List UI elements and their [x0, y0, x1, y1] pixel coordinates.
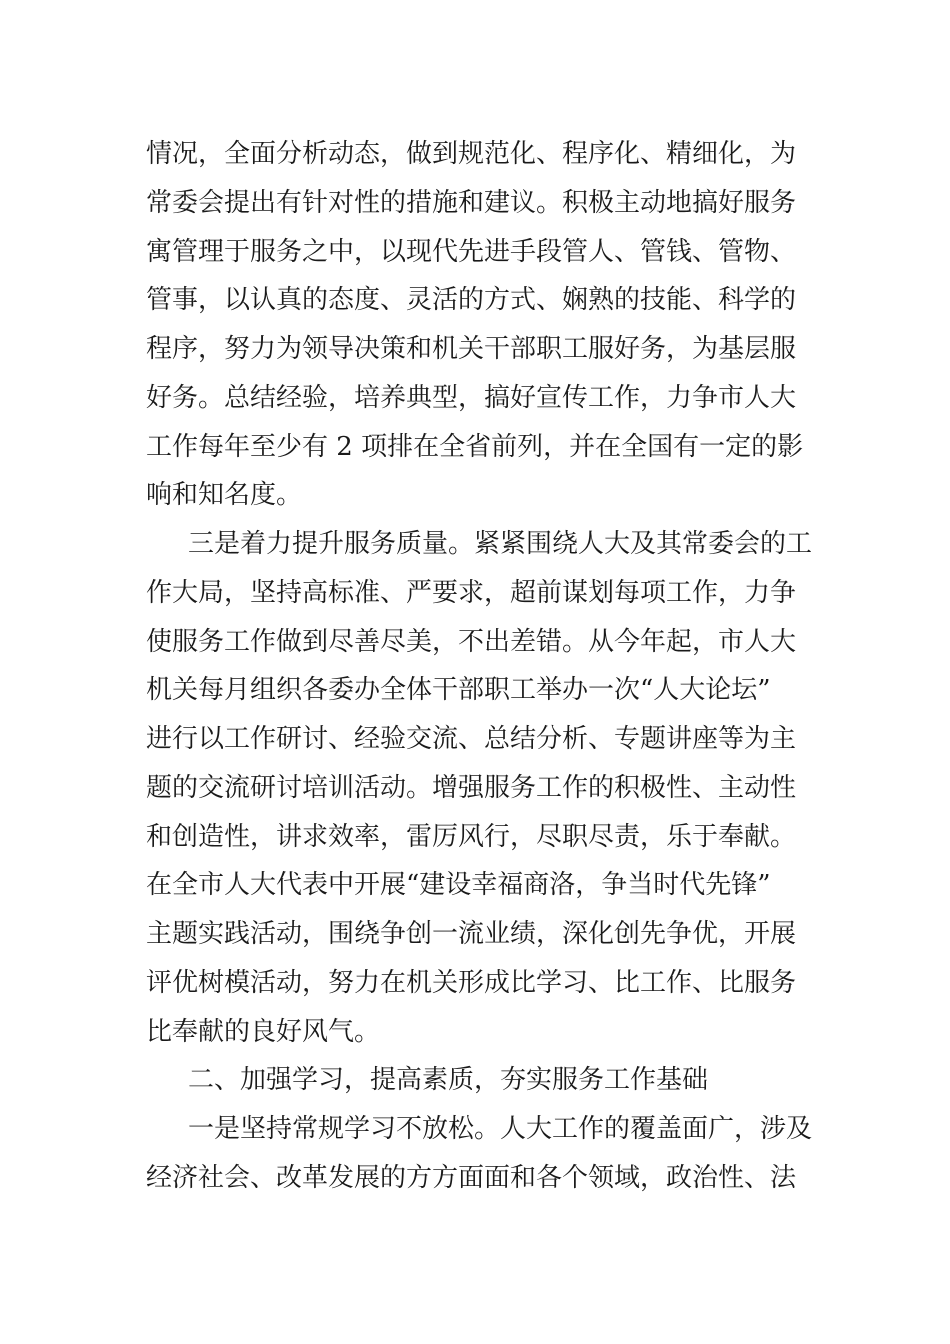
text-line: 工作每年至少有 2 项排在全省前列，并在全国有一定的影 — [146, 431, 804, 462]
text-line: 程序，努力为领导决策和机关干部职工服好务，为基层服 — [146, 334, 797, 364]
text-line: 主题实践活动，围绕争创一流业绩，深化创先争优，开展 — [146, 919, 797, 949]
body-text — [146, 130, 816, 1203]
text-line: 常委会提出有针对性的措施和建议。积极主动地搞好服务 — [146, 187, 797, 218]
text-line: 在全市人大代表中开展“建设幸福商洛，争当时代先锋” — [146, 870, 771, 901]
text-line: 使服务工作做到尽善尽美，不出差错。从今年起，市人大 — [146, 626, 797, 657]
text-line: 和创造性，讲求效率，雷厉风行，尽职尽责，乐于奉献。 — [146, 821, 797, 852]
paragraph-start-line: 三是着力提升服务质量。紧紧围绕人大及其常委会的工 — [188, 529, 813, 559]
text-line: 题的交流研讨培训活动。增强服务工作的积极性、主动性 — [146, 772, 797, 803]
text-line: 经济社会、改革发展的方方面面和各个领域，政治性、法 — [146, 1162, 797, 1193]
text-line: 评优树模活动，努力在机关形成比学习、比工作、比服务 — [146, 967, 797, 998]
text-line: 进行以工作研讨、经验交流、总结分析、专题讲座等为主 — [146, 724, 797, 754]
text-line: 情况，全面分析动态，做到规范化、程序化、精细化，为 — [146, 139, 797, 169]
section-heading: 二、加强学习，提高素质，夯实服务工作基础 — [188, 1065, 709, 1096]
text-line: 比奉献的良好风气。 — [146, 1016, 381, 1047]
text-line: 好务。总结经验，培养典型，搞好宣传工作，力争市人大 — [146, 382, 797, 413]
text-line: 机关每月组织各委办全体干部职工举办一次“人大论坛” — [146, 675, 771, 706]
text-line: 寓管理于服务之中，以现代先进手段管人、管钱、管物、 — [146, 236, 797, 267]
text-line: 响和知名度。 — [146, 480, 303, 511]
text-line: 管事，以认真的态度、灵活的方式、娴熟的技能、科学的 — [146, 285, 797, 316]
text-line: 作大局，坚持高标准、严要求，超前谋划每项工作，力争 — [146, 577, 797, 608]
paragraph-start-line: 一是坚持常规学习不放松。人大工作的覆盖面广，涉及 — [188, 1114, 813, 1144]
